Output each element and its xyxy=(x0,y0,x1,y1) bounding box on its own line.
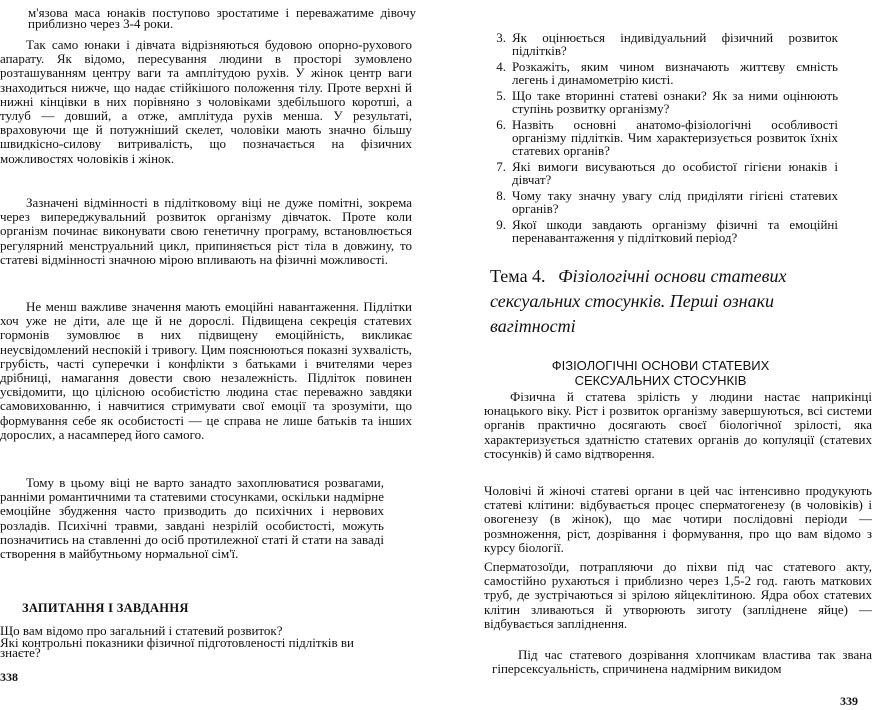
paragraph-maturity: Фізична й статева зрілість у людини настає наприкінці юнацького віку. Ріст і розвиток організму завершуються, всі системи органів практично досягають своєї біологічної зрілості, яка характеризується здатністю статевих органів до копуляції (статевих стосунків) й само відтворення. xyxy=(484,389,872,461)
questions-list xyxy=(478,31,838,247)
question-item xyxy=(478,60,838,86)
question-number: 3. xyxy=(496,30,506,45)
question-item xyxy=(478,160,838,186)
topic-title: Фізіологічні основи статевих сексуальних стосунків. Перші ознаки вагітності xyxy=(490,266,787,336)
paragraph-differences: Зазначені відмінності в підлітковому віці не дуже помітні, зокрема через випереджувальний розвиток організму дівчаток. Проте коли організм починає виконувати свою генетичну програму, встановлюється регулярний менструальний цикл, припиняється ріст тіла в довжину, то статеві відмінності значною мірою впливають на фізичні можливості. xyxy=(0,195,412,267)
paragraph-top: м'язова маса юнаків поступово зростатиме і переважатиме дівочу приблизно через 3-4 роки. xyxy=(28,5,416,31)
paragraph-body-structure: Так само юнаки і дівчата відрізняються будовою опорно-рухового апарату. Як відомо, пересування людини в просторі зумовлено розташуванням центру ваги та амплітудою рухів. У жінок центр ваги знаходиться нижче, що надає стійкішого положення тілу. Проте верхні й нижні кінцівки в них порівняно з чоловіками здебільшого коротші, а тулуб — довший, а отже, амплітуда рухів менша. У результаті, враховуючи ще й потужніший скелет, чоловіки мають значно більшу швидкісно-силову витривалість, що позначається на фізичних можливостях чоловіків і жінок. xyxy=(0,37,412,166)
question-number: 6. xyxy=(496,117,506,132)
question-text: Як оцінюється індивідуальний фізичний розвиток підлітків? xyxy=(512,30,838,58)
question-1: Що вам відомо про загальний і статевий розвиток? xyxy=(0,623,283,638)
paragraph-puberty: Під час статевого дозрівання хлопчикам властива так звана гіперсексуальність, спричинена надмірним викидом xyxy=(492,647,872,677)
question-number: 7. xyxy=(496,159,506,174)
left-page xyxy=(0,0,420,710)
paragraph-emotional-load: Не менш важливе значення мають емоційні навантаження. Підлітки хоч уже не діти, але ще й не дорослі. Підвищена секреція статевих гормонів зумовлює в них підвищену емоційність, викликає неусвідомлений неспокій і тривогу. Цим пояснюються показні зухвалість, грубість, часті суперечки і конфлікти з батьками і вчителями через дрібниці, намагання довести свою незалежність. Підліток повинен усвідомити, що цілісною особистістю людина стає переважно завдяки самовихованню, і навчитися стримувати свої емоції та зрозуміти, що формування себе як особистості — це справа не лише батьків та інших дорослих, а насамперед його самого. xyxy=(0,299,412,442)
right-page xyxy=(478,0,873,710)
questions-heading: ЗАПИТАННЯ І ЗАВДАННЯ xyxy=(22,601,189,615)
question-text: Якої шкоди завдають організму фізичні та емоційні перенавантаження у підлітковий період? xyxy=(512,217,838,245)
paragraph-advice: Тому в цьому віці не варто занадто захоплюватися розвагами, ранніми романтичними та статевими стосунками, оскільки надмірне емоційне збудження часто призводить до психічних і нервових розладів. Психічні травми, завдані незрілій особистості, можуть позначитись на ставленні до осіб протилежної статі й стати на заваді створення в майбутньому нормальної сім'ї. xyxy=(0,475,384,562)
question-text: Розкажіть, яким чином визначають життєву ємність легень і динамометрію кисті. xyxy=(512,59,838,87)
topic-heading xyxy=(490,264,850,339)
question-text: Чому таку значну увагу слід приділяти гігієні статевих органів? xyxy=(512,188,838,216)
question-text: Назвіть основні анатомо-фізіологічні особливості організму підлітків. Чим характеризується розвиток їхніх статевих органів? xyxy=(512,117,838,158)
question-item xyxy=(478,118,838,157)
section-title: ФІЗІОЛОГІЧНІ ОСНОВИ СТАТЕВИХ СЕКСУАЛЬНИХ СТОСУНКІВ xyxy=(551,358,770,388)
question-2: Які контрольні показники фізичної підготовленості підлітків ви знаєте? xyxy=(0,635,354,660)
question-number: 9. xyxy=(496,217,506,232)
question-text: Які вимоги висуваються до особистої гігієни юнаків і дівчат? xyxy=(512,159,838,187)
question-text: Що таке вторинні статеві ознаки? Як за ними оцінюють ступінь розвитку організму? xyxy=(512,88,838,116)
question-number: 8. xyxy=(496,188,506,203)
question-number: 5. xyxy=(496,88,506,103)
question-item xyxy=(478,31,838,57)
question-item xyxy=(478,218,838,244)
page-number-left: 338 xyxy=(0,670,18,684)
question-item xyxy=(478,89,838,115)
topic-label: Тема 4. xyxy=(490,266,546,286)
page-number-right: 339 xyxy=(840,694,858,708)
paragraph-fertilization: Сперматозоїди, потрапляючи до піхви під час статевого акту, самостійно рухаються і приблизно через 1,5-2 год. гають маткових труб, де зустрічаються зі зрілою яйцеклітиною. Ядра обох статевих клітин зливаються й утворюють зиготу (запліднене яйце) — відбувається запліднення. xyxy=(484,559,872,631)
question-item xyxy=(478,189,838,215)
paragraph-gametes: Чоловічі й жіночі статеві органи в цей час інтенсивно продукують статеві клітини: відбувається процес сперматогенезу (в чоловіків) і овогенезу (в жінок), що має чотири послідовні періоди — розмноження, ріст, дозрівання і формування, про що вам відомо з курсу біології. xyxy=(484,483,872,555)
question-number: 4. xyxy=(496,59,506,74)
